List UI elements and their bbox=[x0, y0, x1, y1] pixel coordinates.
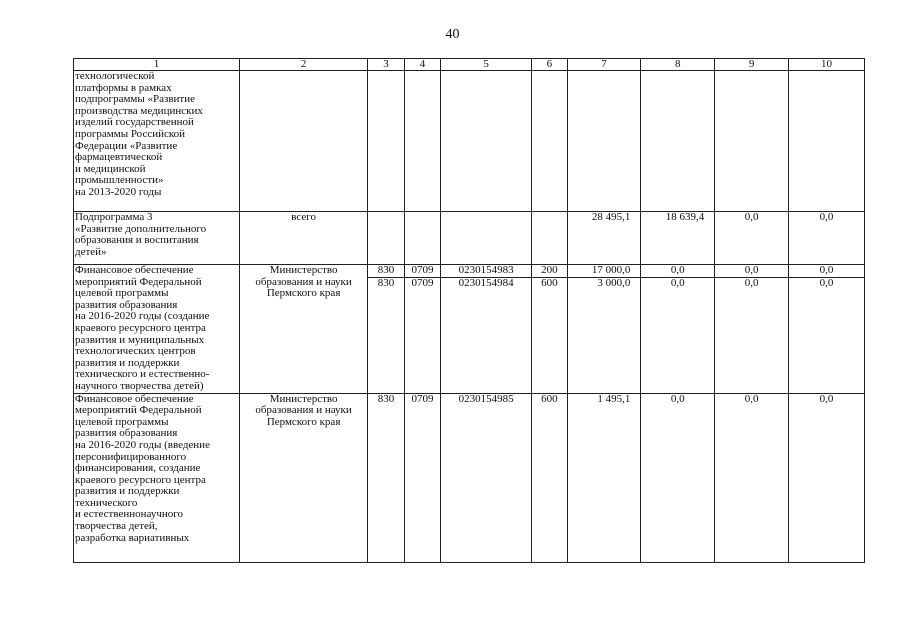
column-header: 5 bbox=[441, 59, 532, 71]
header-row bbox=[74, 59, 865, 71]
code-cell: 0230154985 bbox=[441, 393, 532, 562]
row-name-cell: Финансовое обеспечение мероприятий Федеральной целевой программы развития образования на 2016-2020 годы (введение персонифицированного финансирования, создание краевого ресурсного центра развития и поддержки технического и естественнонаучного творчества детей, разработка вариативных bbox=[74, 393, 240, 562]
value-cell: 0,0 bbox=[641, 393, 715, 562]
value-cell: 0,0 bbox=[715, 212, 789, 265]
code-cell: 0230154983 bbox=[441, 265, 532, 278]
column-header: 8 bbox=[641, 59, 715, 71]
column-header: 3 bbox=[368, 59, 404, 71]
value-cell: 17 000,0 bbox=[567, 265, 641, 278]
value-cell: 0,0 bbox=[789, 212, 865, 265]
code-cell: 600 bbox=[532, 393, 567, 562]
table-row bbox=[74, 212, 865, 265]
column-header: 2 bbox=[239, 59, 367, 71]
value-cell: 3 000,0 bbox=[567, 278, 641, 393]
column-header: 10 bbox=[789, 59, 865, 71]
value-cell: 0,0 bbox=[715, 393, 789, 562]
value-cell: 0,0 bbox=[641, 265, 715, 278]
value-cell: 0,0 bbox=[715, 278, 789, 393]
code-cell: 830 bbox=[368, 393, 404, 562]
code-cell: 0709 bbox=[404, 265, 440, 278]
table-row bbox=[74, 71, 865, 212]
value-cell: 0,0 bbox=[789, 393, 865, 562]
value-cell: 0,0 bbox=[641, 278, 715, 393]
code-cell: 200 bbox=[532, 265, 567, 278]
column-header: 6 bbox=[532, 59, 567, 71]
code-cell: 0709 bbox=[404, 278, 440, 393]
value-cell: 0,0 bbox=[789, 265, 865, 278]
value-cell: 0,0 bbox=[715, 265, 789, 278]
executor-cell: всего bbox=[239, 212, 367, 265]
table-row bbox=[74, 393, 865, 562]
page-number: 40 bbox=[445, 27, 460, 42]
value-cell: 0,0 bbox=[789, 278, 865, 393]
code-cell: 830 bbox=[368, 278, 404, 393]
column-header: 9 bbox=[715, 59, 789, 71]
row-name-cell: Подпрограмма 3 «Развитие дополнительного образования и воспитания детей» bbox=[74, 212, 240, 265]
table-row bbox=[74, 265, 865, 278]
code-cell: 0709 bbox=[404, 393, 440, 562]
budget-table bbox=[73, 58, 865, 563]
column-header: 1 bbox=[74, 59, 240, 71]
executor-cell: Министерство образования и науки Пермского края bbox=[239, 265, 367, 394]
column-header: 7 bbox=[567, 59, 641, 71]
code-cell: 600 bbox=[532, 278, 567, 393]
row-name-cell: технологической платформы в рамках подпрограммы «Развитие производства медицинских изделий государственной программы Российской Федерации «Развитие фармацевтической и медицинской промышленности» на 2013-2020 годы bbox=[74, 71, 240, 212]
executor-cell: Министерство образования и науки Пермского края bbox=[239, 393, 367, 562]
code-cell: 830 bbox=[368, 265, 404, 278]
value-cell: 18 639,4 bbox=[641, 212, 715, 265]
value-cell: 28 495,1 bbox=[567, 212, 641, 265]
row-name-cell: Финансовое обеспечение мероприятий Федеральной целевой программы развития образования на 2016-2020 годы (создание краевого ресурсного центра развития и муниципальных технологических центров развития и поддержки технического и естественно- научного творчества детей) bbox=[74, 265, 240, 394]
value-cell: 1 495,1 bbox=[567, 393, 641, 562]
column-header: 4 bbox=[404, 59, 440, 71]
code-cell: 0230154984 bbox=[441, 278, 532, 393]
